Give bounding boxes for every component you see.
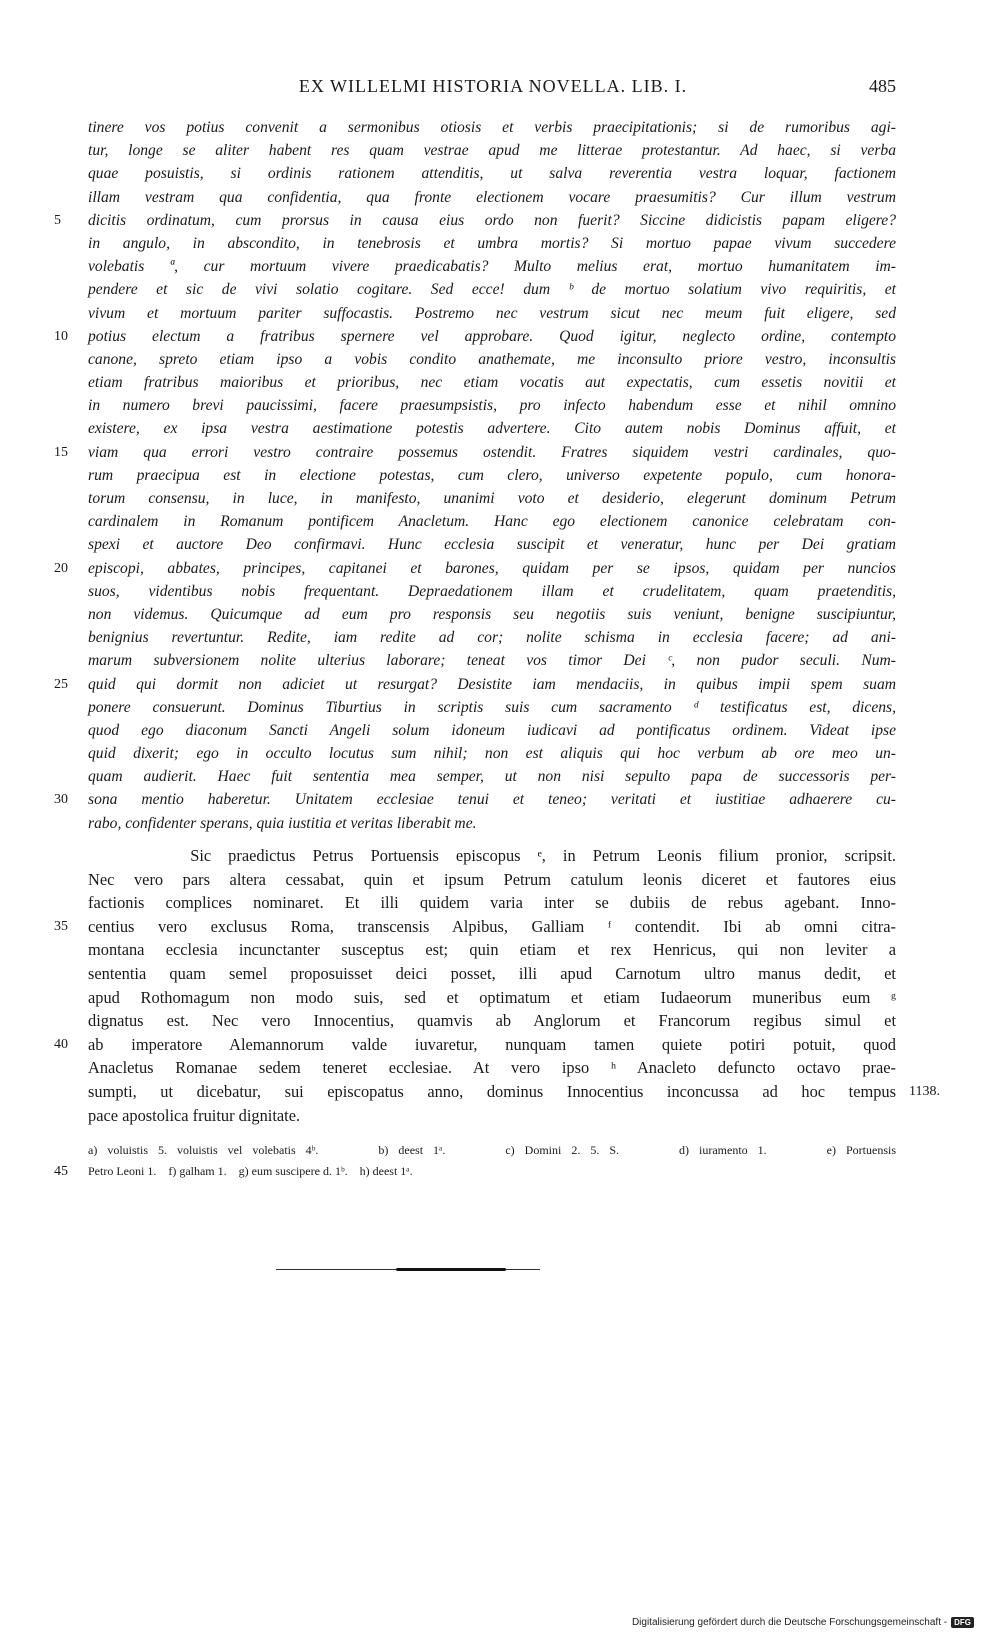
text-line bbox=[54, 441, 896, 464]
text-line bbox=[54, 557, 896, 580]
text-line bbox=[88, 394, 896, 417]
line-text: spexi et auctore Deo confirmavi. Hunc ecclesia suscipit et veneratur, hunc per Dei gratiam bbox=[88, 536, 896, 554]
line-number: 10 bbox=[54, 328, 68, 344]
line-text: viam qua errori vestro contraire possemus ostendit. Fratres siquidem vestri cardinales, quo- bbox=[88, 443, 896, 461]
text-line bbox=[88, 139, 896, 162]
text-line bbox=[88, 510, 896, 533]
line-number: 25 bbox=[54, 676, 68, 692]
text-line bbox=[88, 533, 896, 556]
line-text: dignatus est. Nec vero Innocentius, quamvis ab Anglorum et Francorum regibus simul et bbox=[88, 1011, 896, 1031]
text-line bbox=[54, 209, 896, 232]
digitization-credit bbox=[632, 1617, 974, 1628]
text-line bbox=[88, 603, 896, 626]
line-text: potius electum a fratribus spernere vel approbare. Quod igitur, neglecto ordine, contempto bbox=[88, 327, 896, 345]
text-line bbox=[54, 788, 896, 811]
text-line bbox=[88, 186, 896, 209]
line-text: tinere vos potius convenit a sermonibus otiosis et verbis praecipitationis; si de rumoribus agi- bbox=[88, 119, 896, 136]
line-text: volebatis ª, cur mortuum vivere praedicabatis? Multo melius erat, mortuo humanitatem im- bbox=[88, 258, 896, 276]
end-rule bbox=[276, 1268, 540, 1272]
text-line bbox=[54, 325, 896, 348]
text-line bbox=[88, 278, 896, 301]
line-text: ab imperatore Alemannorum valde iuvaretur, nunquam tamen quiete potiri potuit, quod bbox=[88, 1034, 896, 1054]
text-line bbox=[88, 649, 896, 672]
text-line bbox=[88, 417, 896, 440]
line-text: in numero brevi paucissimi, facere praesumpsistis, pro infecto habendum esse et nihil omnino bbox=[88, 397, 896, 415]
text-line bbox=[88, 302, 896, 325]
text-line bbox=[88, 232, 896, 255]
line-text: rabo, confidenter sperans, quia iustitia et veritas liberabit me. bbox=[88, 814, 477, 832]
line-text: episcopi, abbates, principes, capitanei et barones, quidam per se ipsos, quidam per nuncios bbox=[88, 559, 896, 577]
line-text: Nec vero pars altera cessabat, quin et ipsum Petrum catulum leonis diceret et fautores eius bbox=[88, 869, 896, 889]
running-title: EX WILLELMI HISTORIA NOVELLA. LIB. I. bbox=[298, 76, 688, 96]
line-number: 45 bbox=[54, 1164, 68, 1179]
text-line bbox=[88, 1009, 896, 1033]
line-text: benignius revertuntur. Redite, iam redite ad cor; nolite schisma in ecclesia facere; ad ani- bbox=[88, 629, 896, 647]
line-text: tur, longe se aliter habent res quam vestrae apud me litterae protestantur. Ad haec, si verba bbox=[88, 142, 896, 160]
text-line bbox=[88, 696, 896, 719]
line-text: dicitis ordinatum, cum prorsus in causa eius ordo non fuerit? Siccine didicistis papam eligere? bbox=[88, 211, 896, 229]
line-text: sona mentio haberetur. Unitatem ecclesiae tenui et teneo; veritati et iustitiae adhaerere cu- bbox=[88, 791, 896, 809]
line-number: 40 bbox=[54, 1036, 68, 1052]
text-line bbox=[88, 868, 896, 892]
line-number: 5 bbox=[54, 212, 61, 228]
line-text: Anacletus Romanae sedem teneret ecclesiae. At vero ipso ʰ Anacleto defuncto octavo prae- bbox=[88, 1058, 896, 1078]
text-line bbox=[88, 626, 896, 649]
rule-thick-line bbox=[396, 1268, 506, 1271]
line-text: quid dixerit; ego in occulto locutus sum nihil; non est aliquis qui hoc verbum ab ore meo un- bbox=[88, 745, 896, 763]
text-line bbox=[88, 938, 896, 962]
line-text: cardinalem in Romanum pontificem Anacletum. Hanc ego electionem canonice celebratam con- bbox=[88, 513, 896, 531]
text-line bbox=[54, 1033, 896, 1057]
line-text: ponere consuerunt. Dominus Tiburtius in scriptis suis cum sacramento ᵈ testificatus est, dicens, bbox=[88, 698, 896, 716]
text-line bbox=[88, 742, 896, 765]
letter-text bbox=[54, 116, 896, 835]
line-text: in angulo, in abscondito, in tenebrosis et umbra mortis? Si mortuo papae vivum succedere bbox=[88, 234, 896, 252]
line-text: Sic praedictus Petrus Portuensis episcopus ᵉ, in Petrum Leonis filium pronior, scripsit. bbox=[88, 846, 896, 865]
text-line bbox=[88, 719, 896, 742]
text-line bbox=[54, 915, 896, 939]
line-text: quid qui dormit non adiciet ut resurgat? Desistite iam mendaciis, in quibus impii spem suam bbox=[88, 675, 896, 693]
text-line bbox=[88, 891, 896, 915]
text-line bbox=[88, 962, 896, 986]
line-text: canone, spreto etiam ipso a vobis condito anathemate, me inconsulto priore vestro, inconsultis bbox=[88, 350, 896, 368]
footnotes bbox=[54, 1140, 896, 1182]
text-line bbox=[88, 255, 896, 278]
line-text: montana ecclesia incunctanter susceptus est; quin etiam et rex Henricus, qui non leviter a bbox=[88, 940, 896, 960]
line-text: factionis complices nominaret. Et illi quidem varia inter se dubiis de rebus agebant. Inno- bbox=[88, 893, 896, 913]
line-text: quae posuistis, si ordinis rationem attenditis, ut salva reverentia vestra loquar, factionem bbox=[88, 165, 896, 183]
line-text: sumpti, ut dicebatur, sui episcopatus anno, dominus Innocentius inconcussa ad hoc tempus bbox=[88, 1081, 896, 1101]
text-line bbox=[88, 812, 896, 835]
line-text: suos, videntibus nobis frequentant. Depraedationem illam et crudelitatem, quam praetenditis, bbox=[88, 582, 896, 600]
text-line bbox=[88, 1104, 896, 1128]
line-text: non videmus. Quicumque ad eum pro responsis seu negotiis suis veniunt, benigne suscipiuntur, bbox=[88, 605, 896, 623]
line-text: sententia quam semel proposuisset deici posset, illi apud Carnotum ultro manus dedit, et bbox=[88, 963, 896, 983]
line-text: apud Rothomagum non modo suis, sed et optimatum et etiam Iudaeorum muneribus eum ᵍ bbox=[88, 987, 896, 1007]
narrative-text bbox=[54, 844, 940, 1127]
text-line bbox=[88, 348, 896, 371]
page-number: 485 bbox=[869, 76, 896, 96]
line-text: vivum et mortuum pariter suffocastis. Postremo nec vestrum sicut nec meum fuit eligere, sed bbox=[88, 304, 896, 322]
credit-text: Digitalisierung gefördert durch die Deutsche Forschungsgemeinschaft - bbox=[631, 1617, 948, 1628]
line-text: quam audierit. Haec fuit sententia mea semper, ut non nisi sepulto papa de successoris per- bbox=[88, 768, 896, 786]
line-text: illam vestram qua confidentia, qua fronte electionem vocare praesumitis? Cur illum vestrum bbox=[88, 188, 896, 206]
dfg-logo: DFG bbox=[951, 1617, 974, 1628]
line-number: 30 bbox=[54, 792, 68, 808]
text-line bbox=[54, 1161, 896, 1182]
text-line bbox=[88, 1140, 896, 1161]
text-line bbox=[88, 986, 896, 1010]
line-number: 15 bbox=[54, 444, 68, 460]
line-number: 20 bbox=[54, 560, 68, 576]
text-line bbox=[88, 1056, 896, 1080]
text-line bbox=[88, 487, 896, 510]
text-line bbox=[88, 116, 896, 139]
text-line bbox=[88, 371, 896, 394]
text-line bbox=[88, 464, 896, 487]
line-text: etiam fratribus maioribus et prioribus, nec etiam vocatis aut expectatis, cum essetis novitii et bbox=[88, 374, 896, 392]
text-line bbox=[88, 1080, 940, 1104]
line-text: marum subversionem nolite ulterius laborare; teneat vos timor Dei ᶜ, non pudor seculi. Num- bbox=[88, 652, 896, 670]
line-text: centius vero exclusus Roma, transcensis Alpibus, Galliam ᶠ contendit. Ibi ab omni citra- bbox=[88, 916, 896, 936]
running-header bbox=[90, 76, 896, 106]
line-text: a) voluistis 5. voluistis vel volebatis 4ᵇ. b) deest 1ᵃ. c) Domini 2. 5. S. d) iuramento 1. e) Portuensis bbox=[88, 1143, 896, 1157]
text-line bbox=[54, 673, 896, 696]
text-line bbox=[88, 580, 896, 603]
line-text: pace apostolica fruitur dignitate. bbox=[88, 1105, 301, 1125]
text-line bbox=[88, 844, 896, 868]
line-text: pendere et sic de vivi solatio cogitare. Sed ecce! dum ᵇ de mortuo solatium vivo requiritis, et bbox=[88, 281, 896, 299]
margin-year: 1138. bbox=[909, 1083, 940, 1099]
line-text: existere, ex ipsa vestra aestimatione potestis advertere. Cito autem nobis Dominus affuit, et bbox=[88, 420, 896, 438]
text-line bbox=[88, 765, 896, 788]
text-line bbox=[88, 162, 896, 185]
line-text: rum praecipua est in electione potestas, cum clero, universo expetente populo, cum honora- bbox=[88, 466, 896, 484]
line-text: quod ego diaconum Sancti Angeli solum idoneum iudicavi ad pontificatus ordinem. Videat ipse bbox=[88, 721, 896, 739]
line-text: Petro Leoni 1. f) galham 1. g) eum suscipere d. 1ᵇ. h) deest 1ᵃ. bbox=[88, 1164, 413, 1178]
line-number: 35 bbox=[54, 918, 68, 934]
line-text: torum consensu, in luce, in manifesto, unanimi voto et desiderio, elegerunt dominum Petrum bbox=[88, 490, 896, 507]
